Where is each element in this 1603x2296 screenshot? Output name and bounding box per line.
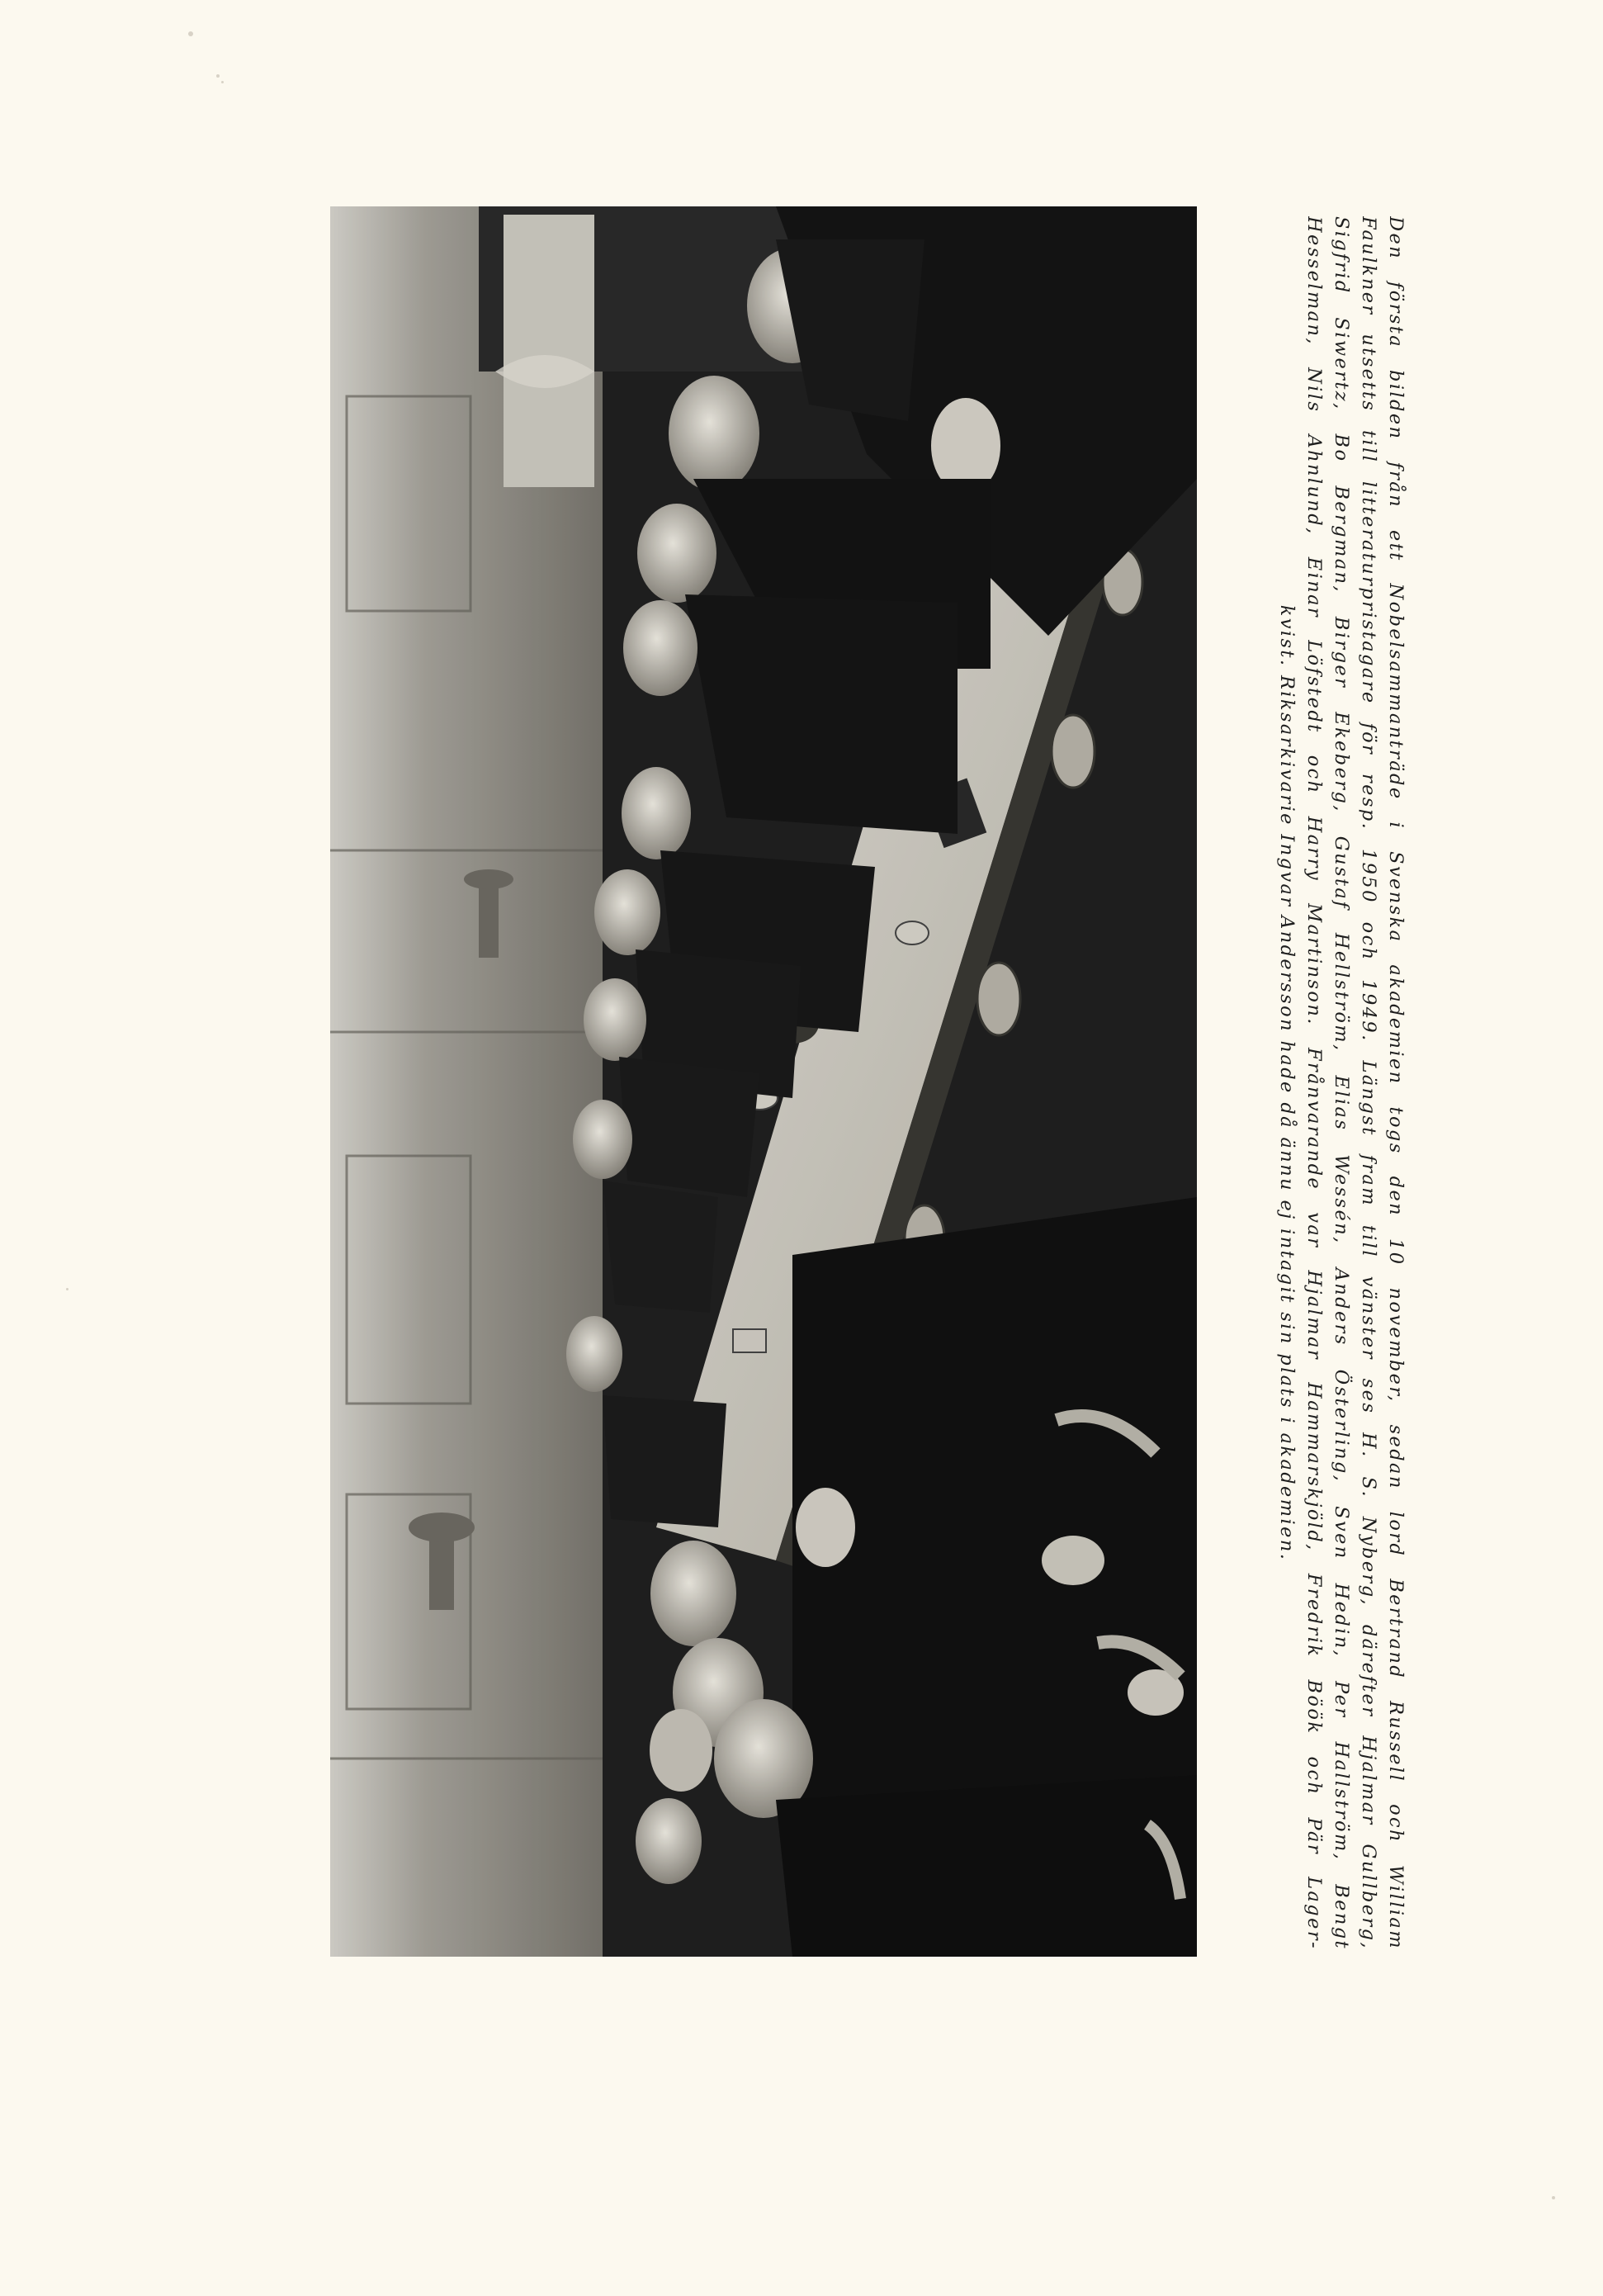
paper-speck — [221, 81, 224, 83]
meeting-photograph — [330, 206, 1197, 1957]
paper-speck — [66, 1288, 69, 1290]
caption-line: kvist. Riksarkivarie Ingvar Andersson hade då ännu ej intagit sin plats i akademien. — [1276, 604, 1298, 1562]
paper-speck — [188, 31, 193, 36]
caption-line: Hesselman, Nils Ahnlund, Einar Löfstedt och Harry Martinson. Frånvarande var Hjalmar Hammarskjöld, Fredrik Böök och Pär Lager- — [1303, 216, 1325, 1950]
caption-line: Faulkner utsetts till litteraturpristagare för resp. 1950 och 1949. Längst fram till vänster ses H. S. Nyberg, därefter Hjalmar Gullberg, — [1358, 216, 1379, 1950]
caption-text — [1273, 216, 1409, 1950]
caption-line: Sigfrid Siwertz, Bo Bergman, Birger Ekeberg, Gustaf Hellström, Elias Wessén, Anders Österling, Sven Hedin, Per Hallström, Bengt — [1331, 216, 1352, 1950]
caption-line: Den första bilden från ett Nobelsammanträde i Svenska akademien togs den 10 november, sedan lord Bertrand Russell och William — [1385, 216, 1407, 1950]
photo-caption — [1219, 216, 1409, 1950]
paper-speck — [216, 74, 220, 78]
paper-speck — [1552, 2196, 1555, 2199]
